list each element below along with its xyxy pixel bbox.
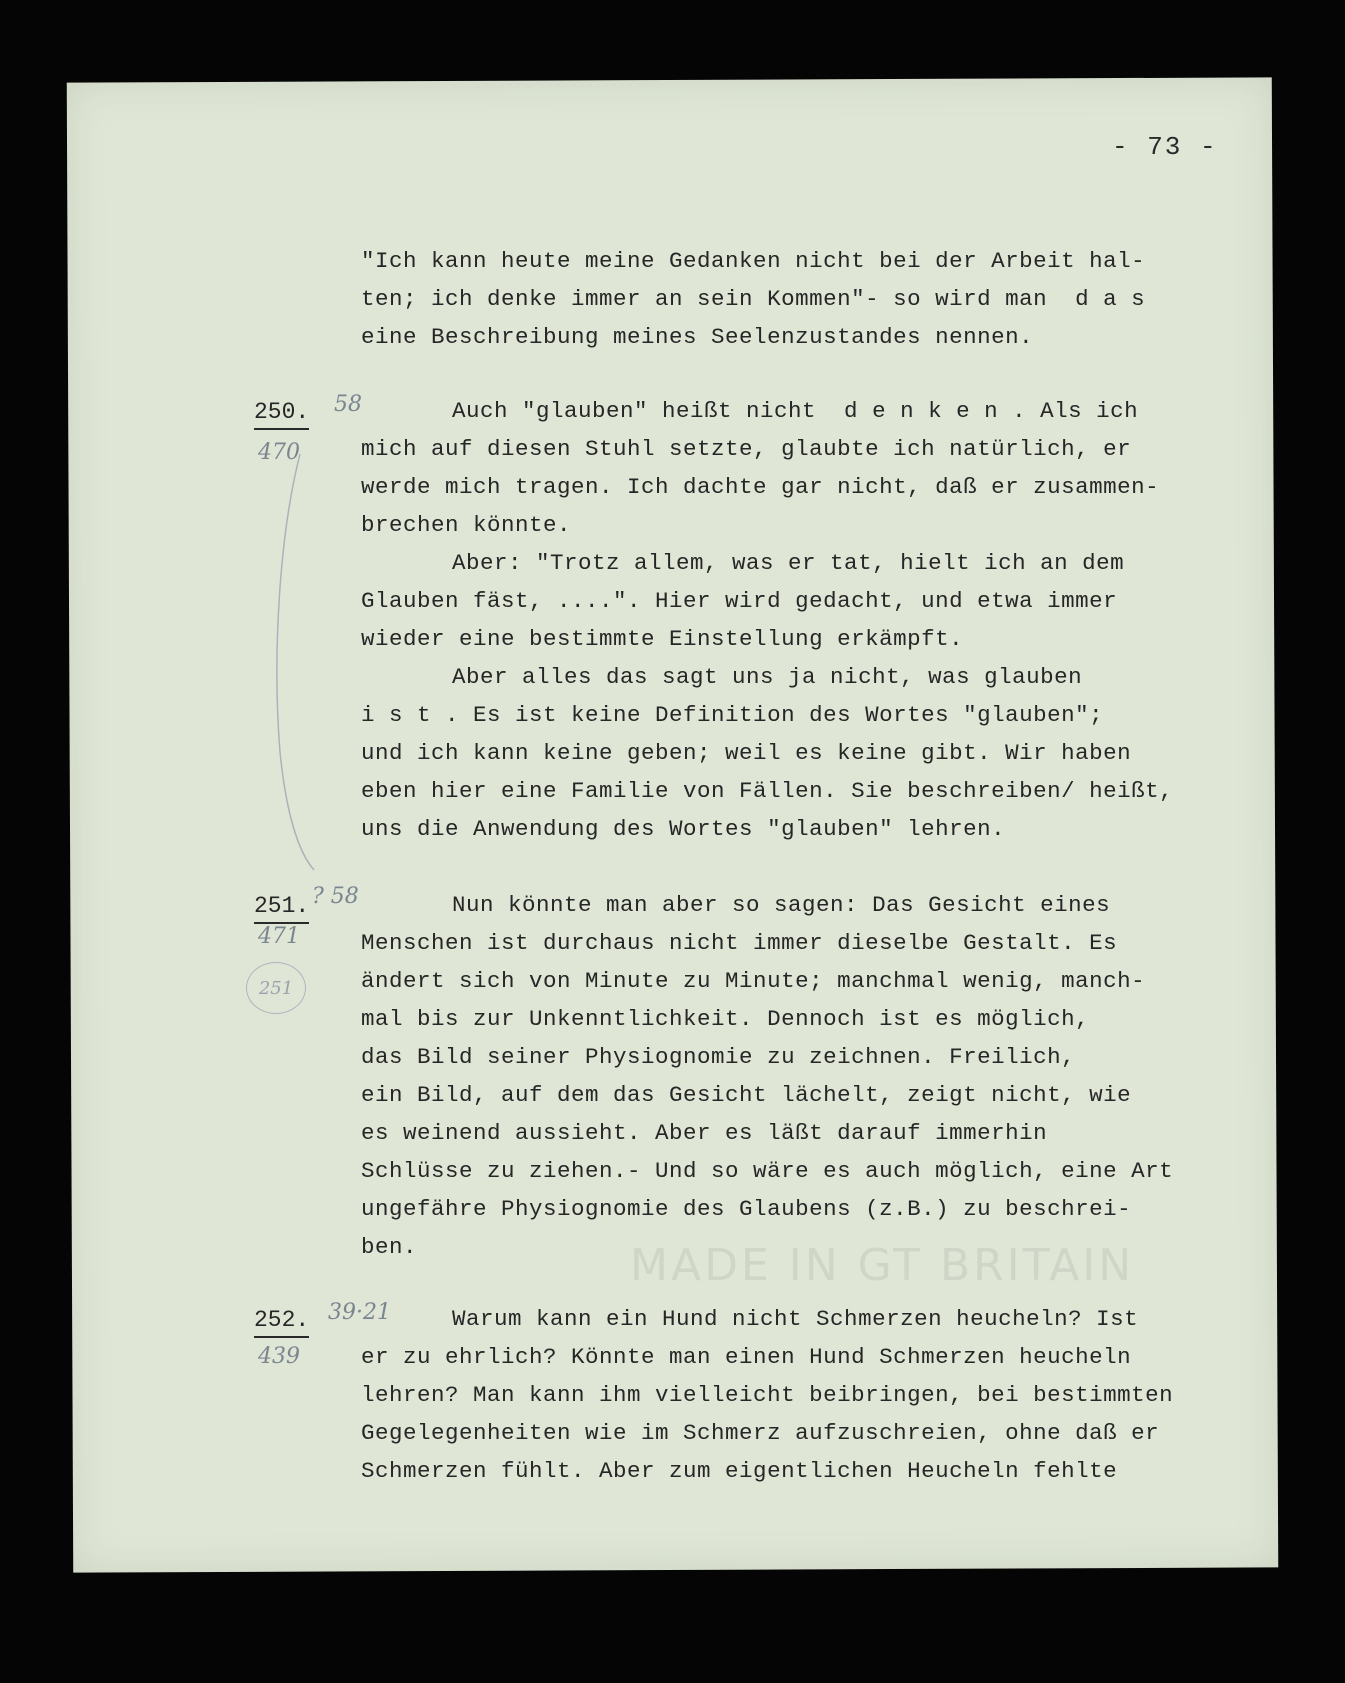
text-line: ungefähre Physiognomie des Glaubens (z.B.) zu beschrei- <box>361 1196 1132 1222</box>
text-line: uns die Anwendung des Wortes "glauben" lehren. <box>361 816 1006 842</box>
text-line: eben hier eine Familie von Fällen. Sie beschreiben/ heißt, <box>361 778 1174 804</box>
margin-note: ? 58 <box>312 884 359 909</box>
text-line: ten; ich denke immer an sein Kommen"- so wird man d a s <box>361 286 1146 312</box>
text-line: Aber: "Trotz allem, was er tat, hielt ich an dem <box>452 550 1125 576</box>
text-line: brechen könnte. <box>361 512 572 538</box>
pencil-margin-line <box>270 452 330 872</box>
text-line: Nun könnte man aber so sagen: Das Gesicht eines <box>452 892 1111 918</box>
text-line: eine Beschreibung meines Seelenzustandes nennen. <box>361 324 1034 350</box>
section-number: 252. <box>254 1306 309 1338</box>
text-line: Auch "glauben" heißt nicht d e n k e n . Als ich <box>452 398 1139 424</box>
circled-margin-note: 251 <box>246 962 306 1014</box>
text-line: er zu ehrlich? Könnte man einen Hund Schmerzen heucheln <box>361 1344 1132 1370</box>
text-line: Menschen ist durchaus nicht immer dieselbe Gestalt. Es <box>361 930 1118 956</box>
text-line: das Bild seiner Physiognomie zu zeichnen. Freilich, <box>361 1044 1076 1070</box>
text-line: werde mich tragen. Ich dachte gar nicht, daß er zusammen- <box>361 474 1160 500</box>
text-line: Warum kann ein Hund nicht Schmerzen heucheln? Ist <box>452 1306 1139 1332</box>
text-line: Gegelegenheiten wie im Schmerz aufzuschreien, ohne daß er <box>361 1420 1160 1446</box>
text-line: und ich kann keine geben; weil es keine gibt. Wir haben <box>361 740 1132 766</box>
text-line: Glauben fäst, ....". Hier wird gedacht, und etwa immer <box>361 588 1118 614</box>
text-line: ben. <box>361 1234 418 1260</box>
text-line: i s t . Es ist keine Definition des Wortes "glauben"; <box>361 702 1104 728</box>
paper-watermark: MADE IN GT BRITAIN <box>630 1240 1135 1291</box>
text-line: Aber alles das sagt uns ja nicht, was glauben <box>452 664 1083 690</box>
text-line: ein Bild, auf dem das Gesicht lächelt, zeigt nicht, wie <box>361 1082 1132 1108</box>
text-line: es weinend aussieht. Aber es läßt darauf immerhin <box>361 1120 1048 1146</box>
margin-note: 39·21 <box>328 1300 391 1325</box>
text-line: ändert sich von Minute zu Minute; manchmal wenig, manch- <box>361 968 1146 994</box>
text-line: lehren? Man kann ihm vielleicht beibringen, bei bestimmten <box>361 1382 1174 1408</box>
margin-note: 439 <box>258 1344 300 1369</box>
margin-note: 58 <box>334 392 362 417</box>
margin-note: 470 <box>258 440 300 465</box>
section-number: 250. <box>254 398 309 430</box>
text-line: "Ich kann heute meine Gedanken nicht bei der Arbeit hal- <box>361 248 1146 274</box>
text-line: wieder eine bestimmte Einstellung erkämpft. <box>361 626 964 652</box>
text-line: mich auf diesen Stuhl setzte, glaubte ich natürlich, er <box>361 436 1132 462</box>
text-line: Schmerzen fühlt. Aber zum eigentlichen Heucheln fehlte <box>361 1458 1118 1484</box>
margin-note: 471 <box>258 924 300 949</box>
text-line: mal bis zur Unkenntlichkeit. Dennoch ist es möglich, <box>361 1006 1090 1032</box>
section-number: 251. <box>254 892 309 924</box>
text-line: Schlüsse zu ziehen.- Und so wäre es auch möglich, eine Art <box>361 1158 1174 1184</box>
page-number: - 73 - <box>1112 132 1218 162</box>
